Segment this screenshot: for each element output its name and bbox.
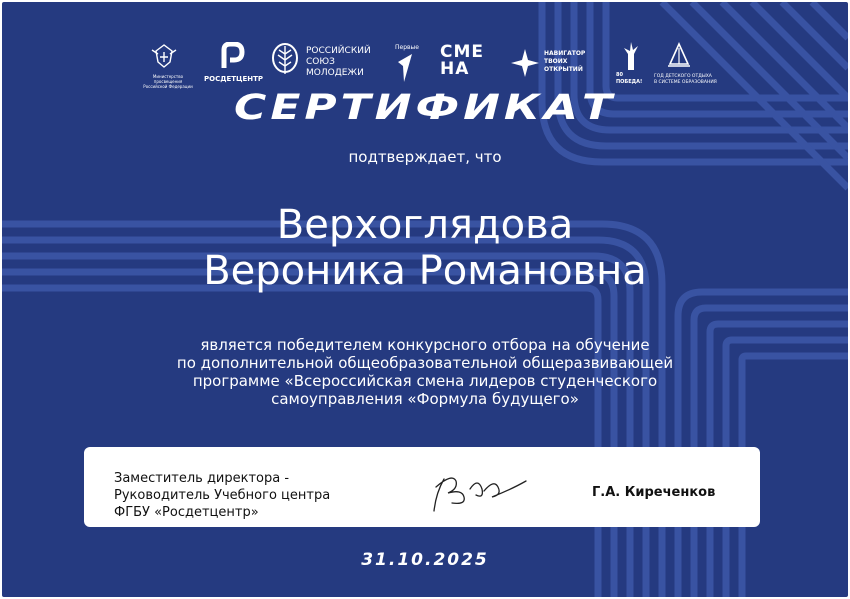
signatory-name: Г.А. Киреченков xyxy=(592,485,716,500)
role-line: Заместитель директора - xyxy=(114,471,290,486)
confirms-text: подтверждает, что xyxy=(348,148,502,166)
rsm-text: РОССИЙСКИЙ СОЮЗ МОЛОДЕЖИ xyxy=(306,46,371,78)
recipient-surname: Верхоглядова xyxy=(276,202,574,248)
navigator-text: НАВИГАТОР ТВОИХ ОТКРЫТИЙ xyxy=(544,50,586,73)
smena-text: СМЕ НА xyxy=(440,42,485,79)
signatory-role xyxy=(114,470,330,521)
description-line: самоуправления «Формула будущего» xyxy=(271,390,579,408)
award-description xyxy=(122,336,728,408)
recipient-given-name: Вероника Романовна xyxy=(203,248,647,294)
year-of-children-text: ГОД ДЕТСКОГО ОТДЫХА В СИСТЕМЕ ОБРАЗОВАНИЯ xyxy=(654,74,717,85)
description-line: является победителем конкурсного отбора на обучение xyxy=(200,336,650,354)
rsm-leaf-icon xyxy=(270,42,300,76)
pervye-text: Первые xyxy=(395,44,419,51)
description-line: по дополнительной общеобразовательной общеразвивающей xyxy=(176,354,674,372)
pervye-logo-icon xyxy=(394,52,416,84)
sailboat-icon xyxy=(664,42,694,70)
rosdetcenter-logo-icon xyxy=(216,42,246,70)
certificate-title: СЕРТИФИКАТ xyxy=(234,88,616,128)
rosdetcenter-text: РОСДЕТЦЕНТР xyxy=(204,75,264,83)
partner-logos xyxy=(142,40,722,92)
victory-statue-icon xyxy=(620,40,642,72)
role-line: Руководитель Учебного центра xyxy=(114,488,331,503)
ministry-emblem-icon xyxy=(150,42,178,70)
navigator-star-icon xyxy=(510,48,540,78)
victory-text: 80 ПОБЕДА! xyxy=(616,72,643,85)
certificate xyxy=(2,2,848,597)
description-line: программе «Всероссийская смена лидеров студенческого xyxy=(192,372,658,390)
role-line: ФГБУ «Росдетцентр» xyxy=(114,505,259,520)
signature-panel xyxy=(84,447,760,527)
handwritten-signature xyxy=(422,459,532,519)
ministry-text: Министерство просвещения Российской Федерации xyxy=(143,74,193,89)
issue-date: 31.10.2025 xyxy=(361,550,489,570)
